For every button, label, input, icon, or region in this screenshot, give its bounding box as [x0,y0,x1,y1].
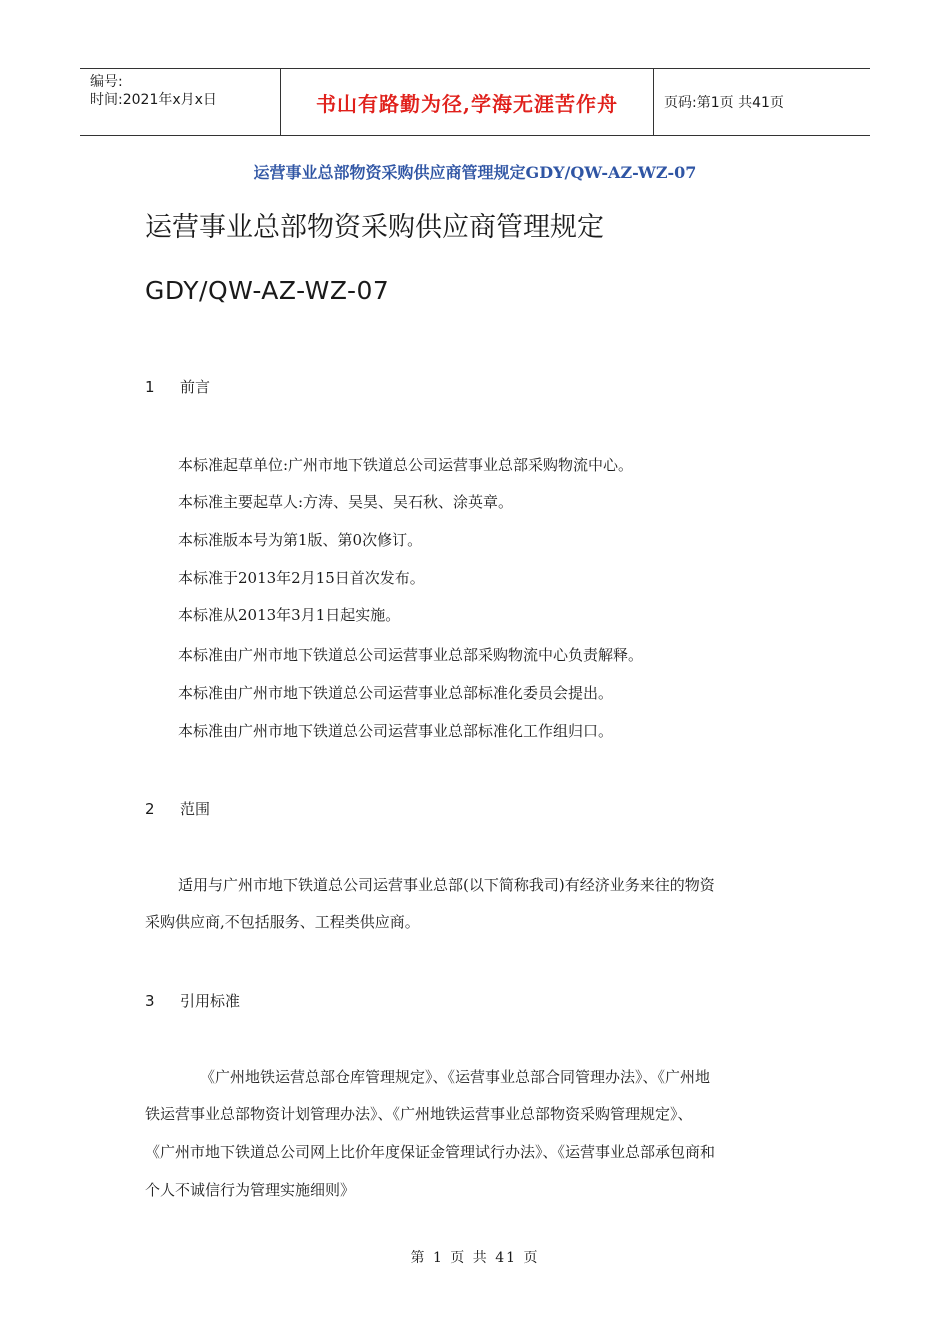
section-heading-references [145,990,240,1011]
running-title: 运营事业总部物资采购供应商管理规定GDY/QW-AZ-WZ-07 [253,163,697,182]
section-number: 3 [145,992,155,1010]
document-title: 运营事业总部物资采购供应商管理规定 [145,212,604,243]
section-title: 范围 [180,800,211,818]
document-number-label: 编号: [90,74,123,90]
section-title: 引用标准 [180,992,241,1010]
header-page-info: 页码:第1页 共41页 [664,95,784,111]
foreword-paragraph: 本标准从2013年3月1日起实施。 [178,606,401,624]
page-footer: 第 1 页 共 41 页 [410,1250,540,1266]
scope-line: 适用与广州市地下铁道总公司运营事业总部(以下简称我司)有经济业务来往的物资 [178,876,715,894]
references-line: 个人不诚信行为管理实施细则》 [145,1181,356,1199]
header-meta-cell [80,69,281,135]
document-time-label: 时间:2021年x月x日 [90,92,217,108]
foreword-paragraph: 本标准版本号为第1版、第0次修订。 [178,531,423,549]
header-motto: 书山有路勤为径,学海无涯苦作舟 [281,69,654,135]
scope-line: 采购供应商,不包括服务、工程类供应商。 [145,913,420,931]
foreword-paragraph: 本标准起草单位:广州市地下铁道总公司运营事业总部采购物流中心。 [178,456,634,474]
references-line: 铁运营事业总部物资计划管理办法》、《广州地铁运营事业总部物资采购管理规定》、 [145,1105,693,1123]
foreword-paragraph: 本标准于2013年2月15日首次发布。 [178,569,425,587]
document-code: GDY/QW-AZ-WZ-07 [145,276,390,305]
references-line: 《广州市地下铁道总公司网上比价年度保证金管理试行办法》、《运营事业总部承包商和 [145,1143,716,1161]
section-heading-scope [145,798,210,819]
document-header-table [80,68,870,136]
section-number: 2 [145,800,155,818]
foreword-paragraph: 本标准由广州市地下铁道总公司运营事业总部标准化委员会提出。 [178,684,614,702]
foreword-paragraph: 本标准主要起草人:方涛、吴昊、吴石秋、涂英章。 [178,493,514,511]
references-line: 《广州地铁运营总部仓库管理规定》、《运营事业总部合同管理办法》、《广州地 [200,1068,711,1086]
section-title: 前言 [180,378,211,396]
section-heading-foreword [145,376,210,397]
foreword-paragraph: 本标准由广州市地下铁道总公司运营事业总部采购物流中心负责解释。 [178,646,644,664]
section-number: 1 [145,378,155,396]
foreword-paragraph: 本标准由广州市地下铁道总公司运营事业总部标准化工作组归口。 [178,722,614,740]
